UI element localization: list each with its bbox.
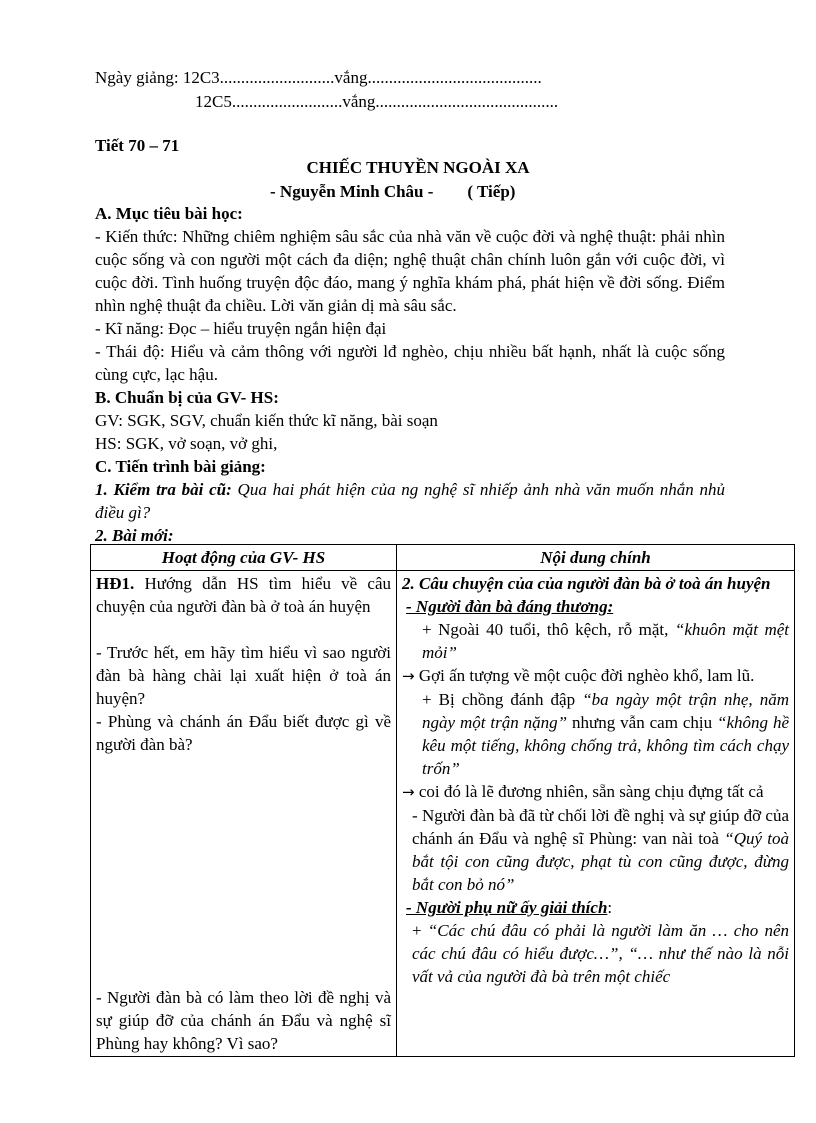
teacher-prep: GV: SGK, SGV, chuẩn kiến thức kĩ năng, bài soạn: [95, 411, 438, 430]
question-3: - Người đàn bà có làm theo lời đề nghị và sự giúp đỡ của chánh án Đẩu và nghệ sĩ Phùng hay không? Vì sao?: [96, 988, 391, 1053]
student-prep: HS: SGK, vở soạn, vở ghi,: [95, 434, 278, 453]
author-name: - Nguyễn Minh Châu -: [270, 182, 434, 201]
new-lesson-heading: 2. Bài mới:: [95, 526, 174, 545]
point-abuse: + Bị chồng đánh đập “ba ngày một trận nhẹ, năm ngày một trận nặng” nhưng vẫn cam chịu “không hề kêu một tiếng, không chống trả, không tìm cách chạy trốn”: [422, 690, 790, 778]
section-a-heading: A. Mục tiêu bài học:: [95, 204, 243, 223]
activities-cell: [91, 571, 397, 1057]
subheading-2: - Người phụ nữ ấy giải thích:: [406, 898, 613, 917]
lesson-table: [90, 544, 795, 1057]
date-line-12c3: Ngày giảng: 12C3...........................vắng.........................................: [95, 68, 542, 87]
arrow-right-icon: →: [402, 783, 415, 801]
review-label: 1. Kiểm tra bài cũ:: [95, 480, 232, 499]
lesson-title: CHIẾC THUYỀN NGOÀI XA: [306, 158, 530, 177]
point-acceptance: → coi đó là lẽ đương nhiên, sẵn sàng chịu đựng tất cả: [402, 782, 764, 801]
header-content: Nội dung chính: [397, 545, 795, 571]
content-heading: 2. Câu chuyện của của người đàn bà ở toà án huyện: [402, 574, 771, 593]
point-appearance: + Ngoài 40 tuổi, thô kệch, rỗ mặt, “khuôn mặt mệt mỏi”: [422, 620, 789, 662]
activity-1: [96, 572, 391, 618]
continued-label: ( Tiếp): [467, 182, 516, 201]
table-header-row: [91, 545, 795, 571]
question-2: - Phùng và chánh án Đẩu biết được gì về người đàn bà?: [96, 712, 391, 754]
section-b-heading: B. Chuẩn bị của GV- HS:: [95, 388, 279, 407]
date-line-12c5: 12C5..........................vắng...........................................: [195, 92, 559, 111]
lesson-author: [270, 180, 515, 203]
activity-1-text: Hướng dẫn HS tìm hiểu về câu chuyện của người đàn bà ở toà án huyện: [96, 574, 391, 616]
question-1: - Trước hết, em hãy tìm hiểu vì sao người đàn bà hàng chài lại xuất hiện ở toà án huyện?: [96, 643, 391, 708]
attitude-objective: - Thái độ: Hiểu và cảm thông với người lđ nghèo, chịu nhiều bất hạnh, nhất là cuộc sống cùng cực, lạc hậu.: [95, 342, 725, 384]
knowledge-objective: - Kiến thức: Những chiêm nghiệm sâu sắc của nhà văn về cuộc đời và nghệ thuật: phải nhìn cuộc sống và con người một cách đa diện; nghệ thuật chân chính luôn gắn với cuộc đời, vì cuộc đời. Tình huống truyện độc đáo, mang ý nghĩa khám phá, phát hiện về đời sống. Điểm nhìn nghệ thuật đa chiều. Lời văn giản dị mà sâu sắc.: [95, 227, 725, 315]
skill-objective: - Kĩ năng: Đọc – hiểu truyện ngắn hiện đại: [95, 319, 387, 338]
review-question: [95, 478, 725, 524]
point-impression: → Gợi ấn tượng về một cuộc đời nghèo khổ, lam lũ.: [402, 666, 755, 685]
header-activities: Hoạt động của GV- HS: [91, 545, 397, 571]
section-c-heading: C. Tiến trình bài giảng:: [95, 457, 266, 476]
point-explanation: + “Các chú đâu có phải là người làm ăn … cho nên các chú đâu có hiểu được…”, “… như thế nào là nỗi vất vả của người đà bà trên một chiếc: [412, 921, 789, 986]
arrow-right-icon: →: [402, 667, 415, 685]
lesson-body: [95, 202, 725, 547]
table-row: [91, 571, 795, 1057]
content-cell: [397, 571, 795, 1057]
subheading-1: - Người đàn bà đáng thương:: [406, 597, 614, 616]
activity-1-label: HĐ1.: [96, 574, 135, 593]
lesson-period: Tiết 70 – 71: [95, 136, 180, 155]
point-refusal: - Người đàn bà đã từ chối lời đề nghị và sự giúp đỡ của chánh án Đẩu và nghệ sĩ Phùng: van nài toà “Quý toà bắt tội con cũng được, phạt tù con cũng được, đừng bắt con bỏ nó”: [412, 806, 789, 894]
review-text: Qua hai phát hiện của ng nghệ sĩ nhiếp ảnh nhà văn muốn nhắn nhủ điều gì?: [95, 480, 725, 522]
